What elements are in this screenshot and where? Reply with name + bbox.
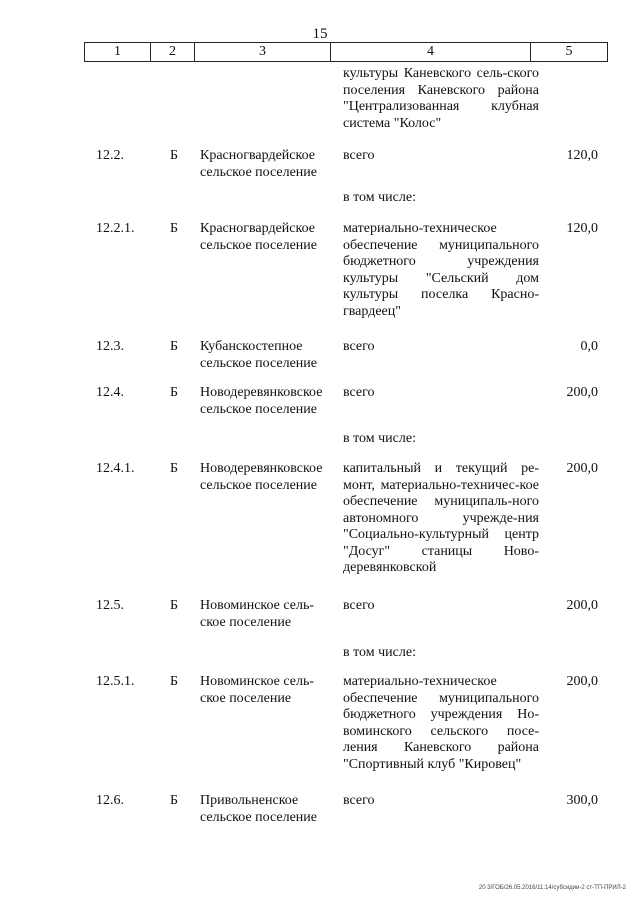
subtotal-label: в том числе: xyxy=(343,645,416,660)
row-amount: 200,0 xyxy=(566,461,598,476)
row-category: Б xyxy=(170,598,179,613)
document-footer: 20 3/ГОБ/26.05.2016/11:14/субсидии-2 ст-ТП-ПРИЛ-2 xyxy=(478,885,626,891)
row-number: 12.2. xyxy=(96,148,124,163)
row-category: Б xyxy=(170,793,179,808)
row-name: Привольненское сельское поселение xyxy=(200,793,317,825)
row-category: Б xyxy=(170,385,179,400)
row-amount: 200,0 xyxy=(566,674,598,689)
row-amount: 200,0 xyxy=(566,598,598,613)
row-number: 12.5. xyxy=(96,598,124,613)
row-name: Красногвардейское сельское поселение xyxy=(200,221,317,253)
row-name: Кубанскостепное сельское поселение xyxy=(200,339,317,371)
row-amount: 200,0 xyxy=(566,385,598,400)
row-amount: 120,0 xyxy=(566,148,598,163)
row-amount: 120,0 xyxy=(566,221,598,236)
row-name: Новоминское сель-ское поселение xyxy=(200,674,315,706)
header-col-1: 1 xyxy=(85,43,151,61)
row-name: Новоминское сель-ское поселение xyxy=(200,598,315,630)
row-description: материально-техническое обеспечение муниципального бюджетного учреждения культуры "Сельский дом культуры поселка Красно-гвардеец" xyxy=(343,221,539,319)
header-col-5: 5 xyxy=(565,44,573,59)
row-category: Б xyxy=(170,148,179,163)
row-description: капитальный и текущий ре-монт, материально-техничес-кое обеспечение муниципаль-ного автономного учрежде-ния "Социально-культурный центр "Досуг" станицы Ново-деревянковской xyxy=(343,461,539,575)
row-name: Красногвардейское сельское поселение xyxy=(200,148,317,180)
subtotal-label: в том числе: xyxy=(343,190,416,205)
continued-description: культуры Каневского сель-ского поселения Каневского района "Централизованная клубная система "Колос" xyxy=(343,66,539,131)
row-number: 12.2.1. xyxy=(96,221,135,236)
row-category: Б xyxy=(170,339,179,354)
row-number: 12.5.1. xyxy=(96,674,135,689)
row-number: 12.4.1. xyxy=(96,461,135,476)
row-number: 12.6. xyxy=(96,793,124,808)
table-header xyxy=(84,42,608,62)
header-col-2: 2 xyxy=(151,43,195,61)
row-category: Б xyxy=(170,221,179,236)
row-description: всего xyxy=(343,339,375,354)
header-col-4: 4 xyxy=(331,43,531,61)
header-col-3: 3 xyxy=(195,43,331,61)
row-number: 12.4. xyxy=(96,385,124,400)
row-amount: 300,0 xyxy=(566,793,598,808)
row-category: Б xyxy=(170,461,179,476)
row-description: всего xyxy=(343,385,375,400)
subtotal-label: в том числе: xyxy=(343,431,416,446)
row-name: Новодеревянковское сельское поселение xyxy=(200,385,323,417)
row-name: Новодеревянковское сельское поселение xyxy=(200,461,323,493)
row-description: всего xyxy=(343,793,375,808)
page-number: 15 xyxy=(312,26,328,42)
row-description: всего xyxy=(343,148,375,163)
row-category: Б xyxy=(170,674,179,689)
row-number: 12.3. xyxy=(96,339,124,354)
row-description: всего xyxy=(343,598,375,613)
row-description: материально-техническое обеспечение муниципального бюджетного учреждения Но-воминского сельского посе-ления Каневского района "Спортивный клуб "Кировец" xyxy=(343,674,539,772)
row-amount: 0,0 xyxy=(580,339,598,354)
